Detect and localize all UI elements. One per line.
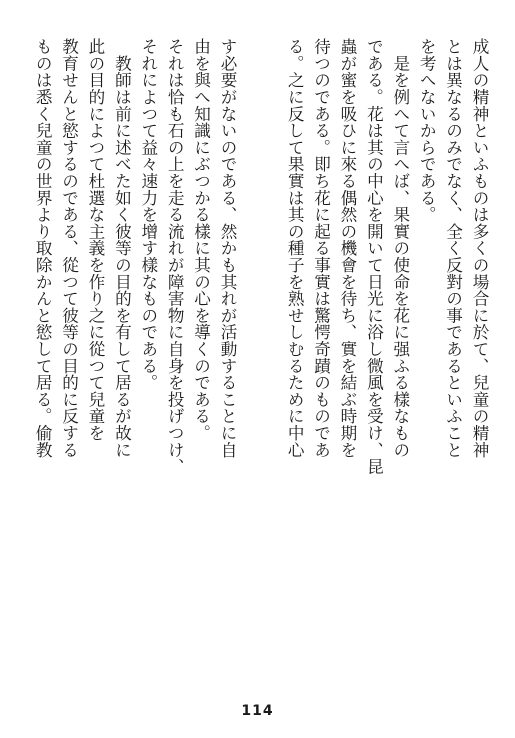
text-line: ものは悉く兒童の世界より取除かんと慾して居る。偷教: [33, 38, 53, 458]
text-line: とは異なるのみでなく、全く反對の事であるといふこと: [443, 38, 463, 458]
text-line: 教育せんと慾するのである、從つて彼等の目的に反する: [59, 38, 79, 458]
text-line: [280, 38, 281, 690]
page-number: 114: [241, 703, 274, 719]
text-line: 待つのである。即ち花に起る事實は驚愕奇蹟のものであ: [311, 38, 331, 458]
text-line: を考へないからである。: [417, 38, 437, 223]
text-line: る。之に反して果實は其の種子を熟せしむるために中心: [285, 38, 305, 458]
text-line: 由を與へ知識にぶつかる樣に其の心を導くのである。: [191, 38, 211, 442]
text-line: それは恰も石の上を走る流れが障害物に自身を投げつけ、: [165, 38, 185, 475]
text-line: 此の目的によつて杜選な主義を作り之に從つて兒童を: [85, 38, 105, 442]
text-line: 教師は前に述べた如く彼等の目的を有して居るが故に: [112, 38, 132, 458]
text-line: [28, 38, 29, 690]
right-text-column: [280, 38, 492, 690]
text-line: 蟲が蜜を吸ひに來る偶然の機會を待ち、實を結ぶ時期を: [337, 38, 357, 458]
text-line: す必要がないのである、然かも其れが活動することに自: [218, 38, 237, 458]
text-line: 是を例へて言へば、果實の使命を花に强ふる樣なもの: [390, 38, 410, 458]
left-text-column: [28, 38, 240, 690]
text-line: である。花は其の中心を開いて日光に浴し微風を受け、昆: [364, 38, 384, 475]
text-line: 成人の精神といふものは多くの場合に於て、兒童の精神: [470, 38, 489, 458]
text-line: それによつて益々速力を增す樣なものである。: [138, 38, 158, 391]
